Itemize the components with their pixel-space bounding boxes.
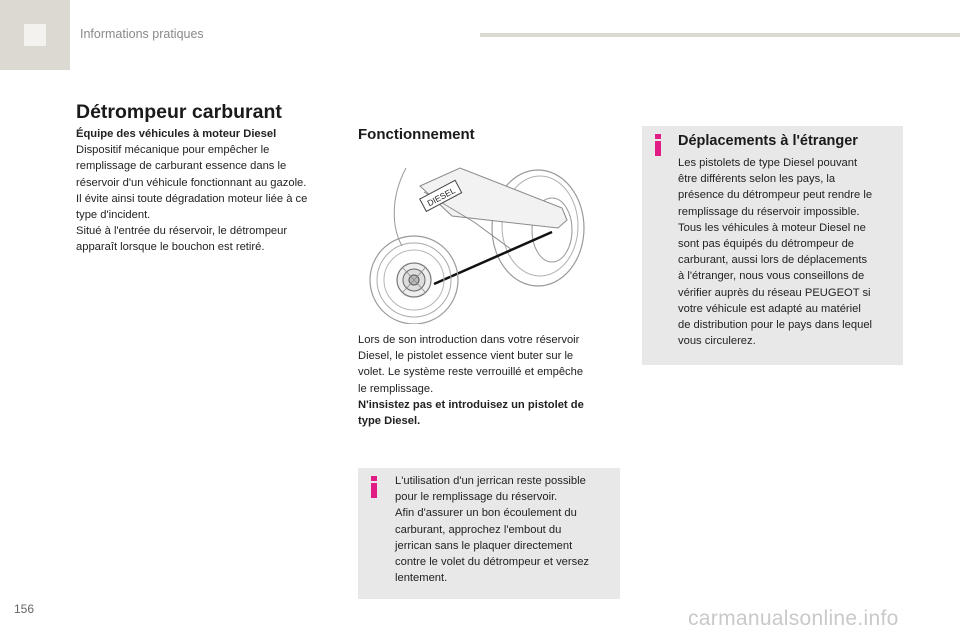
header-rule [480, 33, 960, 37]
operation-line: Lors de son introduction dans votre réservoir [358, 334, 580, 346]
page-number: 156 [14, 602, 35, 616]
corner-tab [0, 0, 70, 70]
hose-curve [394, 168, 406, 246]
abroad-line: votre véhicule est adapté au matériel [678, 302, 861, 315]
operation-line: Diesel, le pistolet essence vient buter sur le [358, 350, 574, 363]
abroad-line: carburant, aussi lors de déplacements [678, 254, 868, 267]
note-line: pour le remplissage du réservoir. [395, 491, 558, 504]
intro-line: Situé à l'entrée du réservoir, le détrompeur [76, 225, 288, 238]
info-icon [654, 134, 662, 156]
note-line: carburant, approchez l'embout du [395, 523, 562, 536]
intro-text [76, 126, 344, 256]
travel-abroad-title: Déplacements à l'étranger [678, 133, 858, 149]
abroad-line: de distribution pour le pays dans lequel [678, 319, 873, 332]
note-line: lentement. [395, 572, 448, 585]
fuel-filler-illustration [362, 158, 598, 324]
warning-line: type Diesel. [358, 415, 421, 428]
page-title: Détrompeur carburant [76, 101, 282, 123]
section-title: Informations pratiques [80, 27, 204, 41]
intro-line: réservoir d'un véhicule fonctionnant au gazole. [76, 176, 307, 189]
watermark: carmanualsonline.info [688, 607, 899, 630]
warning-line: N'insistez pas et introduisez un pistolet de [358, 398, 584, 411]
note-line: contre le volet du détrompeur et versez [395, 556, 590, 569]
section-heading-operation: Fonctionnement [358, 126, 475, 143]
operation-text [358, 332, 620, 429]
note-line: Afin d'assurer un bon écoulement du [395, 507, 577, 520]
abroad-line: sont pas équipés du détrompeur de [678, 238, 855, 251]
travel-abroad-text [678, 155, 898, 349]
intro-line: remplissage de carburant essence dans le [76, 160, 287, 173]
note-line: L'utilisation d'un jerrican reste possible [395, 475, 586, 487]
operation-line: volet. Le système reste verrouillé et empêche [358, 366, 584, 379]
jerrican-note-box [358, 468, 620, 599]
abroad-line: Tous les véhicules à moteur Diesel ne [678, 221, 866, 234]
intro-subtitle: Équipe des véhicules à moteur Diesel [76, 128, 277, 140]
info-icon [370, 476, 378, 498]
abroad-line: à l'étranger, nous vous conseillons de [678, 270, 865, 283]
note-line: jerrican sans le plaquer directement [395, 539, 573, 552]
intro-line: Il évite ainsi toute dégradation moteur liée à ce [76, 192, 308, 205]
intro-line: apparaît lorsque le bouchon est retiré. [76, 241, 265, 254]
intro-line: Dispositif mécanique pour empêcher le [76, 144, 270, 157]
abroad-line: être différents selon les pays, la [678, 173, 836, 186]
diesel-label: DIESEL [425, 185, 457, 209]
corner-square [24, 24, 46, 46]
abroad-line: Les pistolets de type Diesel pouvant [678, 157, 858, 169]
intro-line: type d'incident. [76, 209, 151, 222]
operation-line: le remplissage. [358, 382, 434, 395]
abroad-line: vérifier auprès du réseau PEUGEOT si [678, 286, 871, 299]
abroad-line: présence du détrompeur peut rendre le [678, 189, 873, 202]
jerrican-note-text [395, 473, 613, 586]
travel-abroad-box [642, 126, 903, 365]
abroad-line: remplissage du réservoir impossible. [678, 205, 860, 218]
abroad-line: vous circulerez. [678, 335, 756, 348]
